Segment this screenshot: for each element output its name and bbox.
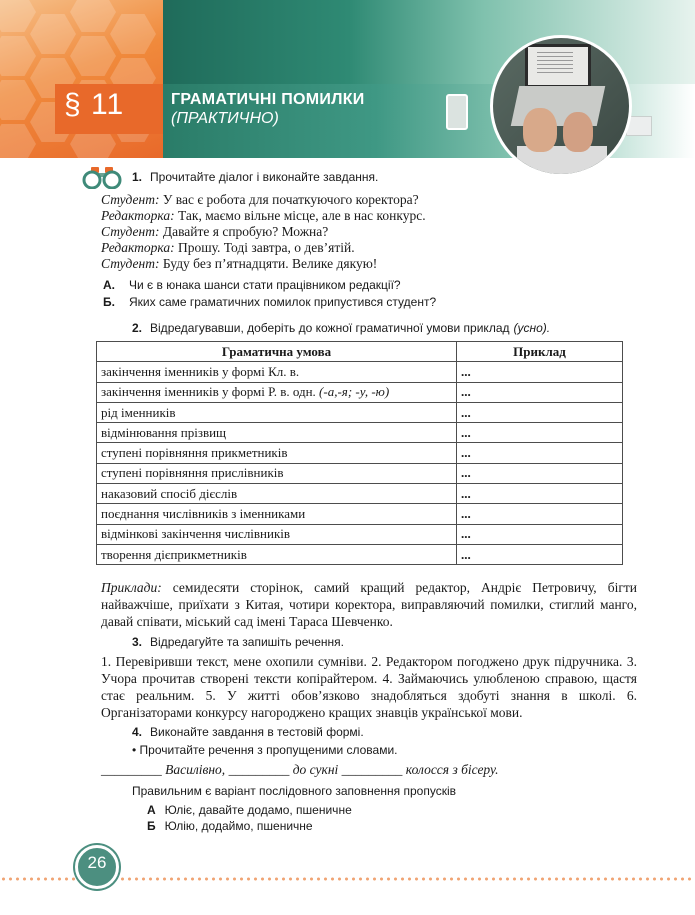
dialog-line: Студент: Буду без п’ятнадцяти. Велике дякую!	[101, 256, 378, 271]
phone-illustration	[446, 94, 468, 130]
table-row: наказовий спосіб дієслів ...	[97, 484, 623, 504]
option-a: А Юліє, давайте додамо, пшеничне	[147, 803, 352, 817]
task-1-number: 1.	[132, 170, 143, 184]
column-header: Граматична умова	[97, 342, 457, 362]
task-4-heading	[132, 723, 364, 741]
hexagon-decoration	[0, 0, 163, 158]
grammar-table	[96, 341, 623, 565]
task-4-text: Виконайте завдання в тестовій формі.	[150, 725, 364, 739]
task-3-text: Відредагуйте та запишіть речення.	[150, 635, 344, 649]
table-row: ступені порівняння прикметників ...	[97, 443, 623, 463]
fill-in-sentence: _________ Василівно, _________ до сукні _________ колосся з бісеру.	[101, 762, 499, 777]
table-header-row	[97, 342, 623, 362]
option-b: Б Юлію, додаймо, пшеничне	[147, 819, 313, 833]
table-row: поєднання числівників з іменниками ...	[97, 504, 623, 524]
task-1-heading	[132, 168, 378, 186]
task-4-number: 4.	[132, 725, 143, 739]
question-b: Б. Яких саме граматичних помилок припустився студент?	[103, 295, 437, 309]
table-row: рід іменників ...	[97, 402, 623, 422]
table-row: закінчення іменників у формі Р. в. одн. (-а,-я; -у, -ю) ...	[97, 382, 623, 402]
task-1-text: Прочитайте діалог і виконайте завдання.	[150, 170, 379, 184]
table-row: творення дієприкметників ...	[97, 544, 623, 564]
task-2-number: 2.	[132, 321, 143, 335]
task-3-number: 3.	[132, 635, 143, 649]
task-4-prompt: Правильним є варіант послідовного заповнення пропусків	[132, 784, 456, 798]
table-row: ступені порівняння прислівників ...	[97, 463, 623, 483]
table-row: відмінкові закінчення числівників ...	[97, 524, 623, 544]
dialog-line: Студент: У вас є робота для початкуючого коректора?	[101, 192, 419, 207]
task-2-text: Відредагувавши, доберіть до кожної граматичної умови приклад	[150, 321, 510, 335]
examples-paragraph: Приклади: семидесяти сторінок, самий кращий редактор, Андріє Петровичу, бігти найважчіше, приїхати з Китая, чотири коректора, виправляючий помилки, стиглий манго, давай співати, міський сад імені Тараса Шевченко.	[101, 580, 637, 629]
task-3-body: 1. Перевіривши текст, мене охопили сумніви. 2. Редактором погоджено друк підручника. 3. Учора прочитав створені тексти копірайтером. 4. Займаючись улюбленою справою, щастя стає реальним. 5. У житті обов’язково знадобляться здобуті знання в школі. 6. Організаторами конкурсу нагороджено кращих знавців української мови.	[101, 654, 637, 720]
task-2-heading	[132, 319, 550, 337]
chapter-subtitle: (ПРАКТИЧНО)	[171, 110, 279, 127]
task-3-heading	[132, 633, 344, 651]
column-header: Приклад	[457, 342, 623, 362]
dialog-line: Редакторка: Прошу. Тоді завтра, о дев’ятій.	[101, 240, 355, 255]
task-2-note: (усно).	[513, 321, 551, 335]
task-4-bullet: • Прочитайте речення з пропущеними словами.	[132, 743, 398, 757]
page-number: 26	[87, 853, 107, 872]
binoculars-icon	[82, 165, 122, 189]
table-row: відмінювання прізвищ ...	[97, 423, 623, 443]
paragraph-number: § 11	[64, 88, 125, 121]
laptop-photo	[490, 35, 632, 177]
dialog-line: Студент: Давайте я спробую? Можна?	[101, 224, 329, 239]
table-row: закінчення іменників у формі Кл. в. ...	[97, 362, 623, 382]
chapter-title: ГРАМАТИЧНІ ПОМИЛКИ	[171, 91, 365, 108]
question-a: А. Чи є в юнака шанси стати працівником редакції?	[103, 278, 401, 292]
dialog-line: Редакторка: Так, маємо вільне місце, але в нас конкурс.	[101, 208, 426, 223]
